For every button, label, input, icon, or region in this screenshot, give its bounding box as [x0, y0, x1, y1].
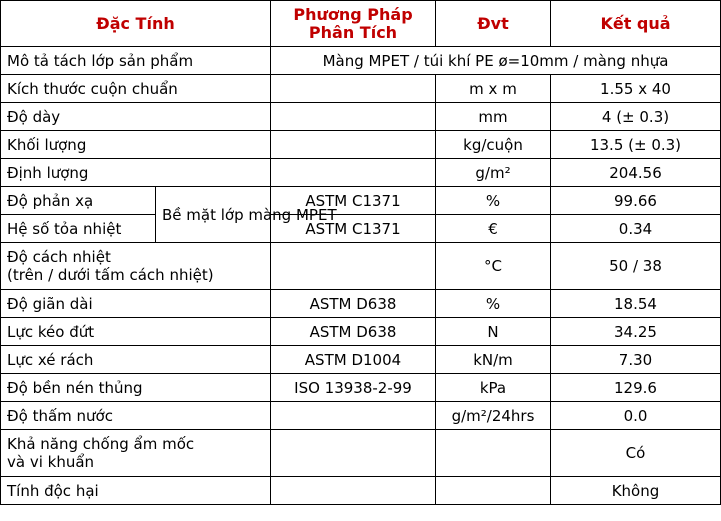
property-cell: Độ cách nhiệt (trên / dưới tấm cách nhiệt) [1, 243, 271, 290]
property-cell: Định lượng [1, 159, 271, 187]
table-row [1, 215, 721, 243]
unit-cell: kg/cuộn [436, 131, 551, 159]
method-cell [271, 75, 436, 103]
result-cell: 129.6 [551, 374, 721, 402]
unit-cell: kPa [436, 374, 551, 402]
unit-cell: N [436, 318, 551, 346]
table-row [1, 75, 721, 103]
property-cell: Hệ số tỏa nhiệt [1, 215, 156, 243]
table-row [1, 477, 721, 505]
unit-cell: % [436, 187, 551, 215]
method-cell [271, 243, 436, 290]
table-row [1, 318, 721, 346]
method-cell [271, 430, 436, 477]
result-cell: Có [551, 430, 721, 477]
table-row [1, 402, 721, 430]
unit-cell: °C [436, 243, 551, 290]
property-cell: Khối lượng [1, 131, 271, 159]
header-result: Kết quả [551, 1, 721, 47]
method-cell [271, 103, 436, 131]
method-cell [271, 477, 436, 505]
header-unit: Đvt [436, 1, 551, 47]
result-cell: 13.5 (± 0.3) [551, 131, 721, 159]
result-cell: 0.34 [551, 215, 721, 243]
result-cell: 50 / 38 [551, 243, 721, 290]
result-cell: 34.25 [551, 318, 721, 346]
method-cell: ASTM D638 [271, 318, 436, 346]
method-cell [271, 131, 436, 159]
property-cell: Khả năng chống ẩm mốc và vi khuẩn [1, 430, 271, 477]
property-cell: Độ thấm nước [1, 402, 271, 430]
unit-cell [436, 430, 551, 477]
result-cell: 99.66 [551, 187, 721, 215]
unit-cell [436, 477, 551, 505]
result-cell: 4 (± 0.3) [551, 103, 721, 131]
method-cell: ASTM D1004 [271, 346, 436, 374]
table-row [1, 290, 721, 318]
unit-cell: kN/m [436, 346, 551, 374]
property-cell: Lực xé rách [1, 346, 271, 374]
header-row [1, 1, 721, 47]
property-cell: Độ bền nén thủng [1, 374, 271, 402]
result-cell: 1.55 x 40 [551, 75, 721, 103]
table-row [1, 103, 721, 131]
unit-cell: € [436, 215, 551, 243]
layer-description-cell: Màng MPET / túi khí PE ø=10mm / màng nhựa [271, 47, 721, 75]
table-row [1, 47, 721, 75]
property-cell: Mô tả tách lớp sản phẩm [1, 47, 271, 75]
unit-cell: g/m²/24hrs [436, 402, 551, 430]
result-cell: Không [551, 477, 721, 505]
table-row [1, 346, 721, 374]
header-property: Đặc Tính [1, 1, 271, 47]
unit-cell: % [436, 290, 551, 318]
surface-layer-cell: Bề mặt lớp màng MPET [156, 187, 271, 243]
table-row [1, 187, 721, 215]
unit-cell: mm [436, 103, 551, 131]
table-row [1, 430, 721, 477]
result-cell: 7.30 [551, 346, 721, 374]
property-cell: Độ giãn dài [1, 290, 271, 318]
table-row [1, 374, 721, 402]
property-cell: Độ phản xạ [1, 187, 156, 215]
method-cell: ISO 13938-2-99 [271, 374, 436, 402]
method-cell [271, 402, 436, 430]
property-cell: Tính độc hại [1, 477, 271, 505]
property-cell: Lực kéo đứt [1, 318, 271, 346]
unit-cell: g/m² [436, 159, 551, 187]
table-row [1, 131, 721, 159]
result-cell: 204.56 [551, 159, 721, 187]
result-cell: 18.54 [551, 290, 721, 318]
property-cell: Độ dày [1, 103, 271, 131]
table-row [1, 243, 721, 290]
method-cell: ASTM C1371 [271, 187, 436, 215]
unit-cell: m x m [436, 75, 551, 103]
method-cell [271, 159, 436, 187]
header-method: Phương Pháp Phân Tích [271, 1, 436, 47]
table-row [1, 159, 721, 187]
property-cell: Kích thước cuộn chuẩn [1, 75, 271, 103]
method-cell: ASTM C1371 [271, 215, 436, 243]
method-cell: ASTM D638 [271, 290, 436, 318]
result-cell: 0.0 [551, 402, 721, 430]
